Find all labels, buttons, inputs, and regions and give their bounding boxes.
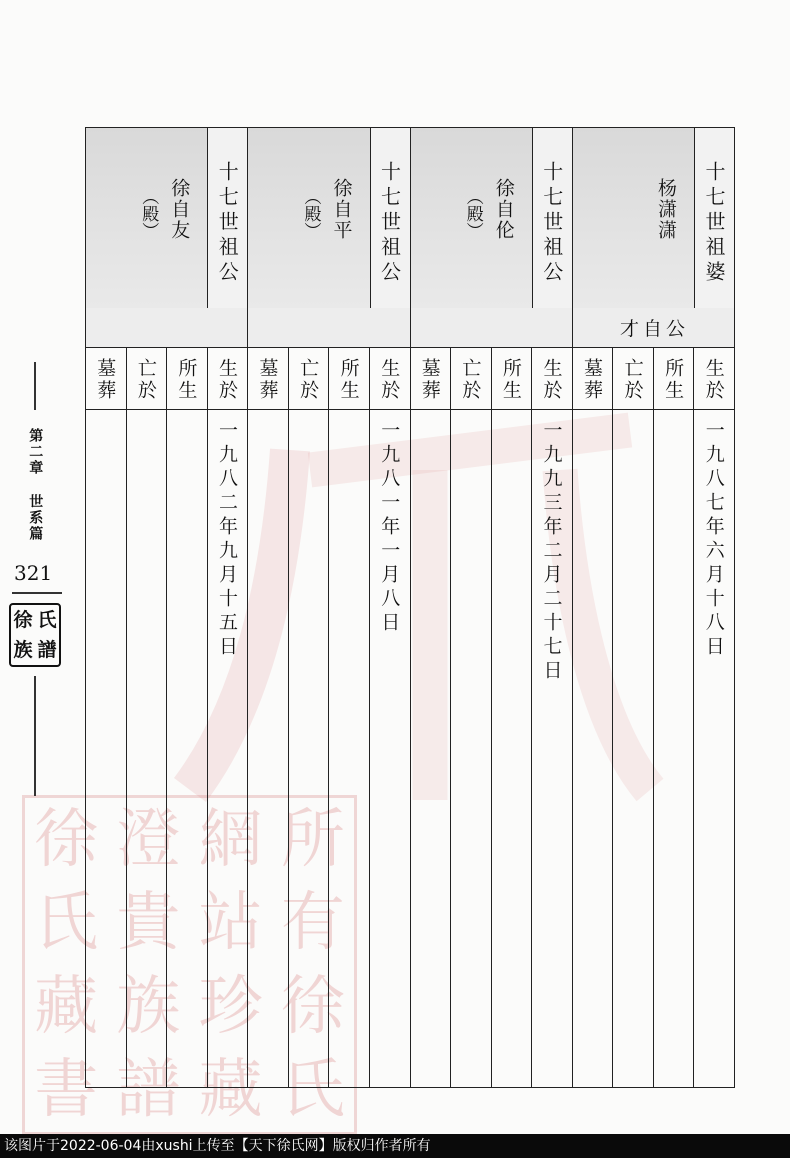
watermark-seal: 徐 澄 網 所 氏 貴 站 有 藏 族 珍 徐 書 譜 藏 氏 [22,795,357,1135]
name-prefix: （殿） [138,188,159,239]
name-header [248,128,409,309]
birthplace-header: 所生 [499,358,522,402]
died-header: 亡於 [459,358,482,402]
life-record [86,348,247,1087]
person-entry [572,128,734,1087]
burial-header: 墓葬 [94,358,117,402]
born-header: 生於 [215,358,238,402]
name-header [411,128,572,309]
father-name [86,308,247,348]
life-record [411,348,572,1087]
person-name: 徐自友 [168,178,191,241]
person-name: 徐自伦 [492,178,515,241]
died-header: 亡於 [621,358,644,402]
name-prefix: （殿） [462,188,483,239]
generation-label: 十七世祖公 [215,161,240,286]
margin-rule-top [34,362,36,410]
person-entry [86,128,247,1087]
father-name: 才自公 [573,308,734,348]
burial-header: 墓葬 [256,358,279,402]
generation-label: 十七世祖公 [539,161,564,286]
born-date: 一九八一年一月八日 [378,420,401,636]
father-name [411,308,572,348]
father-name [248,308,409,348]
person-name: 徐自平 [330,178,353,241]
xu-clan-seal-icon: 徐 氏 族 譜 [9,603,61,667]
generation-label: 十七世祖婆 [702,161,726,286]
birthplace-header: 所生 [337,358,360,402]
born-header: 生於 [540,358,563,402]
upload-copyright-footer: 该图片于2022-06-04由xushi上传至【天下徐氏网】版权归作者所有 [0,1134,790,1158]
person-name: 杨潇潇 [655,178,677,241]
page-number: 321 [14,561,53,585]
birthplace-header: 所生 [662,358,685,402]
genealogy-table [85,127,735,1088]
chapter-title: 第二章 世系篇 [27,428,44,542]
died-header: 亡於 [297,358,320,402]
born-header: 生於 [702,358,725,402]
name-header [86,128,247,309]
life-record [573,348,734,1087]
born-date: 一九九三年二月二十七日 [540,420,563,684]
margin-rule-bottom [34,676,36,796]
page-number-rule [12,592,62,594]
birthplace-header: 所生 [175,358,198,402]
person-entry [410,128,572,1087]
burial-header: 墓葬 [581,358,604,402]
born-date: 一九八七年六月十八日 [702,420,725,660]
born-header: 生於 [378,358,401,402]
person-entry [247,128,409,1087]
name-prefix: （殿） [300,188,321,239]
name-header [573,128,734,309]
born-date: 一九八二年九月十五日 [215,420,238,660]
burial-header: 墓葬 [418,358,441,402]
died-header: 亡於 [134,358,157,402]
generation-label: 十七世祖公 [377,161,402,286]
life-record [248,348,409,1087]
